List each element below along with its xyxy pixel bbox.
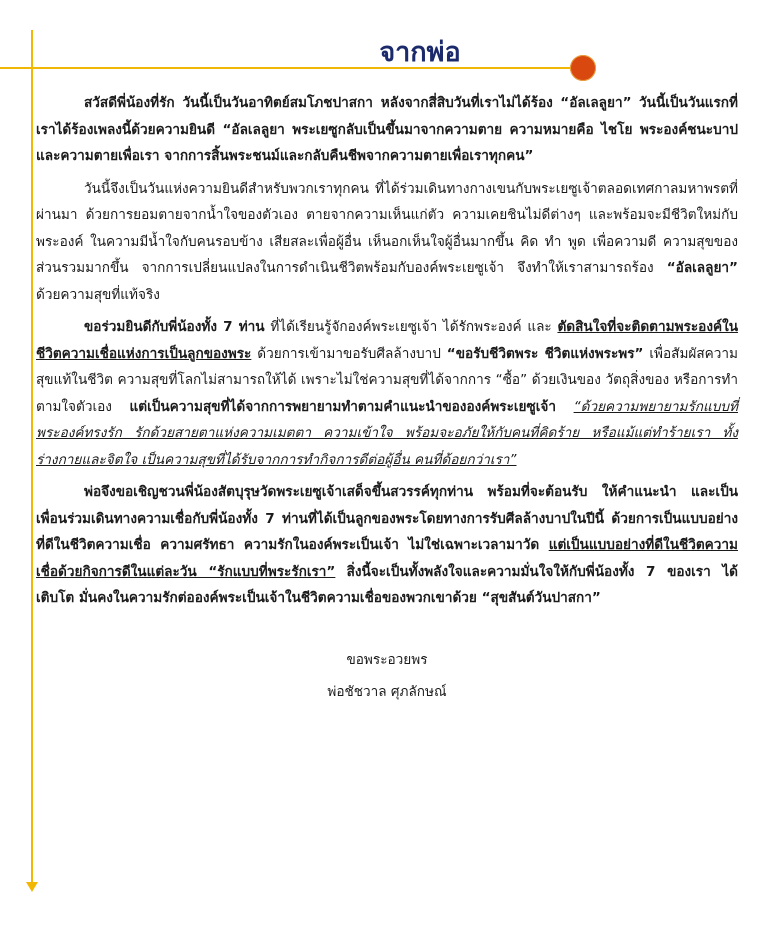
p4-end: สิ่งนี้จะเป็นทั้งพลังใจและความมั่นใจให้กับพี่น้องทั้ง 7 ของเรา ได้เติบโต มั่นคงในความรักต่อองค์พระเป็นเจ้าในชีวิตความเชื่อของพวกเขาด้วย “สุขสันต์วันปาสกา” (36, 563, 738, 606)
p1-quote: “อัลเลลูยา พระเยซูกลับเป็นขึ้นมาจากความตาย ความหมายคือ ไชโย พระองค์ชนะบาปและความตายเพื่อเรา จากการสิ้นพระชนม์และกลับคืนชีพจากความตายเพื่อเราทุกคน” (36, 121, 738, 164)
p3-happiness: เพื่อสัมผัสความสุขแท้ในชีวิต ความสุขที่โลกไม่สามารถให้ได้ เพราะไม่ใช่ความสุขที่ได้จากการ “ซื้อ” ด้วยเงินของ วัตถุสิ่งของ หรือการทำตามใจตัวเอง (36, 345, 738, 415)
p3-text: ที่ได้เรียนรู้จักองค์พระเยซูเจ้า ได้รักพระองค์ และ (270, 319, 552, 335)
paragraph-4 (36, 479, 738, 612)
vertical-decor-line (31, 30, 33, 885)
p3-love-quote: “ด้วยความพยายามรักแบบที่พระองค์ทรงรัก รักด้วยสายตาแห่งความเมตตา ความเข้าใจ พร้อมจะอภัยให้กับคนที่คิดร้าย หรือแม้แต่ทำร้ายเรา ทั้งร่างกายและจิตใจ เป็นความสุขที่ได้รับจากการทำกิจการดีต่อผู้อื่น คนที่ด้อยกว่าเรา” (36, 398, 738, 468)
p4-example: แต่เป็นแบบอย่างที่ดีในชีวิตความเชื่อด้วยกิจการดีในแต่ละวัน “รักแบบที่พระรักเรา” (36, 537, 738, 580)
signature-block (36, 644, 738, 708)
p3-decision: ตัดสินใจที่จะติดตามพระองค์ในชีวิตความเชื่อแห่งการเป็นลูกของพระ (36, 319, 738, 362)
paragraph-3 (36, 314, 738, 473)
p3-congrats: ขอร่วมยินดีกับพี่น้องทั้ง 7 ท่าน (84, 319, 265, 335)
paragraph-1 (36, 90, 738, 170)
paragraph-2 (36, 176, 738, 309)
p3-baptism: ด้วยการเข้ามาขอรับศีลล้างบาป (257, 345, 447, 362)
signature-name: พ่อชัชวาล ศุภลักษณ์ (327, 683, 447, 700)
closing-blessing: ขอพระอวยพร (346, 651, 428, 668)
p1-text: วันนี้เป็นวันแรกที่เราได้ร้องเพลงนี้ด้วยความยินดี (36, 95, 738, 138)
p3-receive-life: “ขอรับชีวิตพระ ชีวิตแห่งพระพร” (446, 345, 644, 362)
p2-text: วันนี้จึงเป็นวันแห่งความยินดีสำหรับพวกเราทุกคน ที่ได้ร่วมเดินทางกางเขนกับพระเยซูเจ้าตลอดเทศกาลมหาพรตที่ผ่านมา ด้วยการยอมตายจากน้ำใจของตัวเอง ตายจากความเห็นแก่ตัว ความเคยชินไม่ดีต่างๆ และพร้อมจะมีชีวิตใหม่กับพระองค์ ในความมีน้ำใจกับคนรอบข้าง เสียสละเพื่อผู้อื่น เห็นอกเห็นใจผู้อื่นมากขึ้น คิด ทำ พูด เพื่อความดี ความสุขของส่วนรวมมากขึ้น จากการเปลี่ยนแปลงในการดำเนินชีวิตพร้อมกับองค์พระเยซูเจ้า จึงทำให้เราสามารถร้อง (36, 180, 738, 276)
arrow-down-icon (26, 882, 38, 892)
letter-body (36, 90, 738, 708)
p2-end: ด้วยความสุขที่แท้จริง (36, 286, 160, 303)
page-title: จากพ่อ (379, 37, 461, 68)
p2-alleluia: “อัลเลลูยา” (666, 260, 738, 276)
p1-alleluia: “อัลเลลูยา” (560, 95, 632, 111)
p4-invitation: พ่อจึงขอเชิญชวนพี่น้องสัตบุรุษวัดพระเยซูเจ้าเสด็จขึ้นสวรรค์ทุกท่าน พร้อมที่จะต้อนรับ ให้คำแนะนำ และเป็นเพื่อนร่วมเดินทางความเชื่อกับพี่น้องทั้ง 7 ท่านที่ได้เป็นลูกของพระโดยทางการรับศีลล้างบาปในปีนี้ ด้วยการเป็นแบบอย่างที่ดีในชีวิตความเชื่อ ความศรัทธา ความรักในองค์พระเป็นเจ้า ไม่ใช่เฉพาะเวลามาวัด (36, 484, 738, 553)
p3-true-happiness: แต่เป็นความสุขที่ได้จากการพยายามทำตามคำแนะนำขององค์พระเยซูเจ้า (129, 398, 556, 415)
p1-greeting: สวัสดีพี่น้องที่รัก วันนี้เป็นวันอาทิตย์สมโภชปาสกา หลังจากสี่สิบวันที่เราไม่ได้ร้อง (84, 95, 553, 111)
